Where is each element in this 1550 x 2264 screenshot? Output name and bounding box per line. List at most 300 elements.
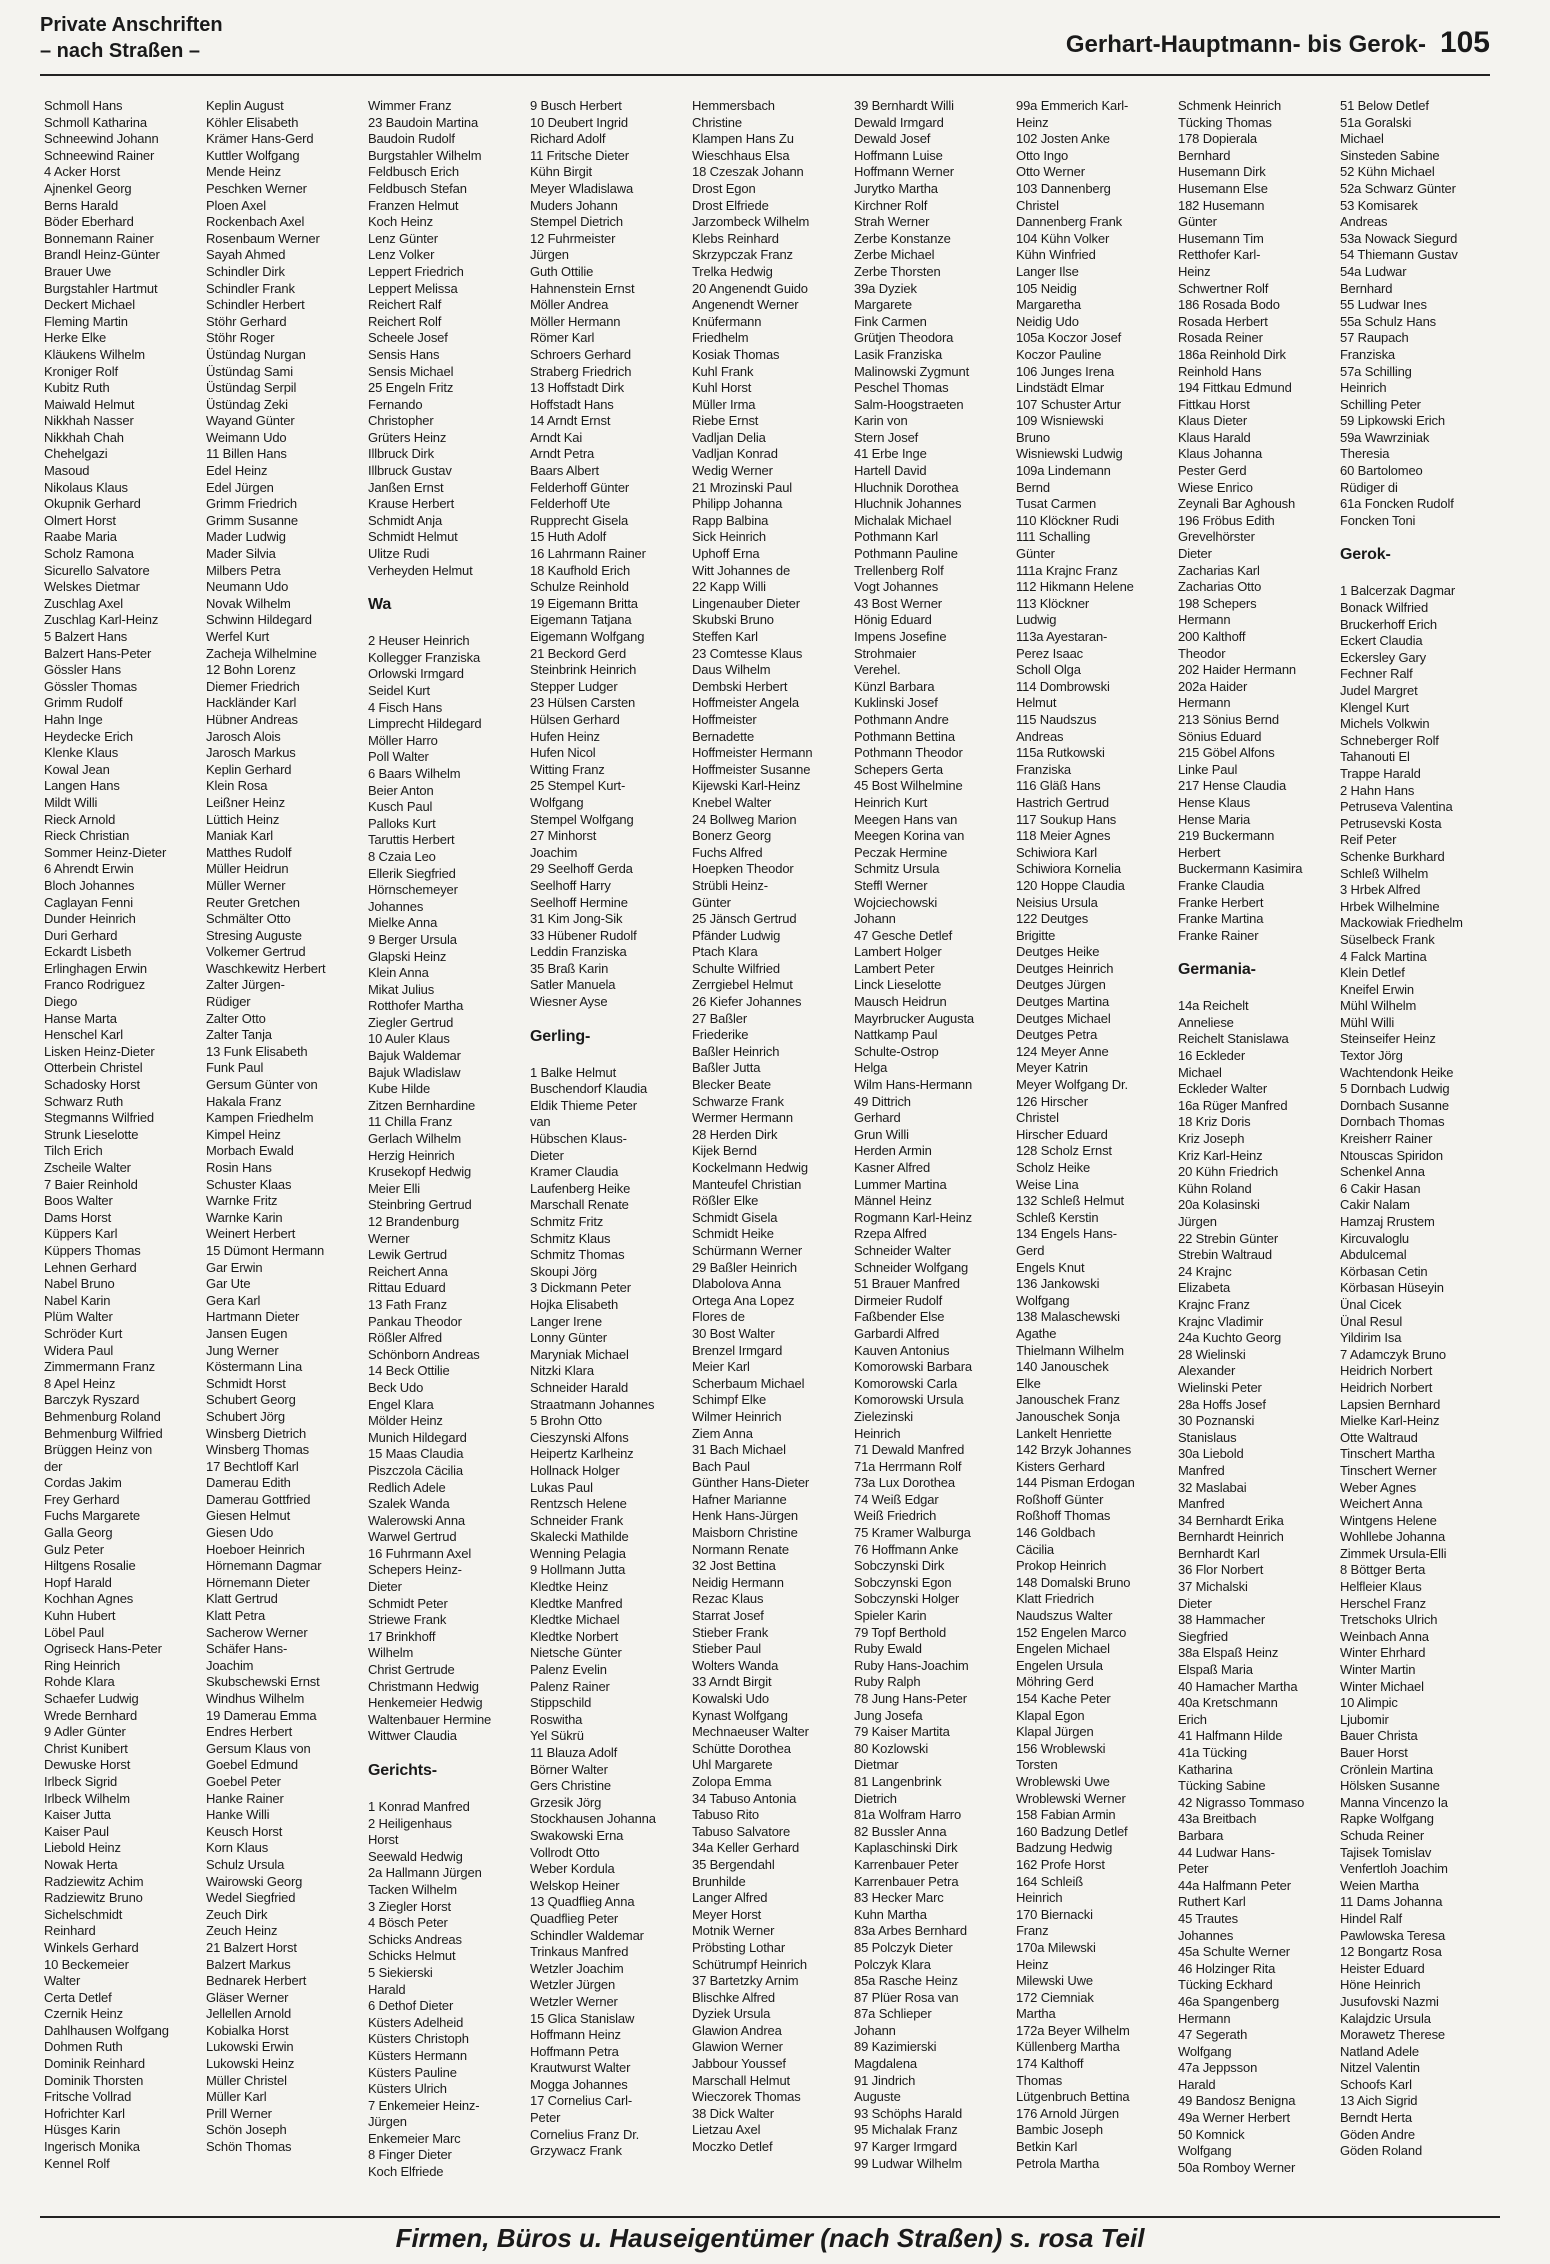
- directory-entry: Morawetz Therese: [1340, 2027, 1446, 2043]
- directory-entry: Balzert Hans-Peter: [44, 645, 152, 661]
- directory-entry: Möller Andrea: [530, 297, 609, 313]
- footer-note: Firmen, Büros u. Hauseigentümer (nach Straßen) s. rosa Teil: [40, 2216, 1500, 2258]
- directory-entry: 44 Ludwar Hans-: [1178, 1844, 1275, 1860]
- directory-entry: Tücking Sabine: [1178, 1778, 1266, 1794]
- directory-entry: 50a Romboy Werner: [1178, 2159, 1296, 2175]
- directory-entry: Bonnemann Rainer: [44, 230, 154, 246]
- directory-entry: 10 Deubert Ingrid: [530, 114, 628, 130]
- directory-entry: Warwel Gertrud: [368, 1529, 457, 1545]
- directory-entry: Rieck Arnold: [44, 811, 116, 827]
- directory-entry: 113 Klöckner: [1016, 595, 1090, 611]
- directory-entry: Günter: [1178, 214, 1217, 230]
- directory-entry: Kledtke Heinz: [530, 1579, 609, 1595]
- directory-entry: Franziska: [1340, 346, 1395, 362]
- directory-entry: 59a Wawrziniak: [1340, 429, 1430, 445]
- directory-entry: 140 Janouschek: [1016, 1359, 1109, 1375]
- directory-entry: Wermer Hermann: [692, 1110, 793, 1126]
- directory-entry: Heipertz Karlheinz: [530, 1446, 634, 1462]
- directory-entry: Günter: [1016, 546, 1055, 562]
- directory-entry: Wintgens Helene: [1340, 1512, 1437, 1528]
- directory-entry: Rupprecht Gisela: [530, 512, 629, 528]
- directory-entry: Palenz Rainer: [530, 1678, 610, 1694]
- directory-entry: Klatt Friedrich: [1016, 1591, 1094, 1607]
- directory-entry: Andreas: [1016, 728, 1064, 744]
- directory-entry: 51 Brauer Manfred: [854, 1276, 960, 1292]
- directory-entry: Meyer Horst: [692, 1906, 762, 1922]
- directory-entry: Dlabolova Anna: [692, 1276, 781, 1292]
- directory-entry: [1340, 529, 1497, 541]
- directory-entry: Neisius Ursula: [1016, 894, 1098, 910]
- directory-entry: Heinrich: [1340, 380, 1387, 396]
- directory-entry: 16 Fuhrmann Axel: [368, 1545, 472, 1561]
- directory-entry: Kriz Joseph: [1178, 1131, 1245, 1147]
- directory-entry: Tajisek Tomislav: [1340, 1844, 1432, 1860]
- directory-entry: Christ Gertrude: [368, 1662, 455, 1678]
- directory-entry: 23 Comtesse Klaus: [692, 645, 803, 661]
- directory-entry: Uphoff Erna: [692, 546, 760, 562]
- directory-entry: Gar Ute: [206, 1276, 251, 1292]
- directory-entry: Nikkhah Chah: [44, 429, 124, 445]
- directory-entry: Vadljan Delia: [692, 429, 766, 445]
- directory-entry: 60 Bartolomeo: [1340, 463, 1423, 479]
- directory-entry: 43 Bost Werner: [854, 595, 942, 611]
- directory-entry: Hopf Harald: [44, 1574, 112, 1590]
- directory-entry: Harald: [368, 1981, 406, 1997]
- directory-entry: Eigemann Tatjana: [530, 612, 632, 628]
- directory-entry: 1 Balcerzak Dagmar: [1340, 583, 1456, 599]
- directory-entry: Stieber Frank: [692, 1624, 769, 1640]
- directory-entry: Textor Jörg: [1340, 1048, 1403, 1064]
- directory-entry: 89 Kazimierski: [854, 2039, 937, 2055]
- directory-entry: Strah Werner: [854, 214, 930, 230]
- directory-entry: Buckermann Kasimira: [1178, 861, 1303, 877]
- directory-entry: Impens Josefine: [854, 629, 947, 644]
- directory-entry: Küsters Ulrich: [368, 2081, 447, 2097]
- directory-entry: 5 Dornbach Ludwig: [1340, 1081, 1450, 1097]
- directory-entry: Kasner Alfred: [854, 1160, 931, 1175]
- directory-entry: Zerbe Thorsten: [854, 263, 941, 279]
- directory-entry: Kisters Gerhard: [1016, 1458, 1105, 1474]
- directory-entry: Jarosch Markus: [206, 745, 296, 761]
- directory-entry: Künzl Barbara: [854, 678, 935, 694]
- directory-entry: Seewald Hedwig: [368, 1848, 463, 1864]
- directory-entry: Gers Christine: [530, 1778, 611, 1794]
- directory-entry: Morbach Ewald: [206, 1143, 294, 1159]
- directory-entry: Jellellen Arnold: [206, 2006, 292, 2022]
- directory-entry: Nitzki Klara: [530, 1363, 594, 1379]
- directory-entry: 8 Czaia Leo: [368, 848, 436, 864]
- directory-entry: Dominik Reinhard: [44, 2056, 145, 2072]
- directory-entry: Werfel Kurt: [206, 629, 270, 644]
- directory-entry: Lingenauber Dieter: [692, 595, 800, 611]
- directory-entry: 81a Wolfram Harro: [854, 1807, 962, 1823]
- directory-entry: Gössler Thomas: [44, 678, 138, 694]
- directory-entry: Stempel Wolfgang: [530, 811, 634, 827]
- directory-entry: Dams Horst: [44, 1209, 112, 1225]
- directory-entry: Welskop Heiner: [530, 1877, 620, 1893]
- directory-entry: 120 Hoppe Claudia: [1016, 877, 1125, 893]
- directory-entry: Dornbach Susanne: [1340, 1097, 1449, 1113]
- directory-entry: Plüm Walter: [44, 1309, 113, 1325]
- directory-entry: Schadosky Horst: [44, 1077, 141, 1093]
- directory-entry: Goebel Peter: [206, 1773, 281, 1789]
- directory-entry: Kampen Friedhelm: [206, 1110, 314, 1126]
- directory-entry: 144 Pisman Erdogan: [1016, 1475, 1135, 1491]
- directory-entry: 12 Brandenburg: [368, 1214, 460, 1229]
- directory-entry: Engelen Michael: [1016, 1641, 1110, 1657]
- directory-entry: Philipp Johanna: [692, 496, 783, 512]
- directory-entry: Schulte Wilfried: [692, 960, 780, 976]
- directory-entry: Herzig Heinrich: [368, 1147, 455, 1163]
- directory-entry: Koczor Pauline: [1016, 346, 1102, 362]
- directory-entry: Franco Rodriguez: [44, 977, 145, 993]
- directory-entry: Gera Karl: [206, 1292, 261, 1308]
- directory-entry: Kreisherr Rainer: [1340, 1131, 1433, 1147]
- directory-entry: Hoepken Theodor: [692, 861, 794, 877]
- directory-entry: Korn Klaus: [206, 1840, 269, 1856]
- directory-entry: 156 Wroblewski: [1016, 1740, 1106, 1756]
- directory-entry: Klaus Dieter: [1178, 413, 1248, 429]
- directory-entry: Strübli Heinz-: [692, 877, 768, 893]
- directory-entry: Arndt Kai: [530, 429, 583, 445]
- directory-entry: Hörnemann Dieter: [206, 1574, 310, 1590]
- directory-entry: 27 Minhorst: [530, 828, 597, 844]
- directory-entry: Zacheja Wilhelmine: [206, 645, 317, 661]
- directory-entry: Peczak Hermine: [854, 844, 948, 860]
- directory-entry: Kramer Claudia: [530, 1164, 619, 1180]
- directory-entry: 162 Profe Horst: [1016, 1856, 1105, 1872]
- directory-entry: Giesen Udo: [206, 1525, 274, 1541]
- directory-entry: Klenke Klaus: [44, 745, 119, 761]
- directory-entry: Fechner Ralf: [1340, 666, 1413, 682]
- directory-entry: 37 Michalski: [1178, 1579, 1248, 1595]
- directory-entry: Eckert Claudia: [1340, 633, 1423, 649]
- directory-entry: Knüfermann: [692, 313, 762, 329]
- directory-entry: 132 Schleß Helmut: [1016, 1193, 1125, 1209]
- directory-entry: Torsten: [1016, 1757, 1058, 1773]
- directory-entry: Brandl Heinz-Günter: [44, 247, 160, 263]
- directory-entry: Bernhardt Karl: [1178, 1545, 1260, 1561]
- directory-entry: Ljubomir: [1340, 1711, 1389, 1727]
- directory-entry: 76 Hoffmann Anke: [854, 1541, 959, 1557]
- directory-entry: [368, 579, 525, 591]
- directory-entry: Pester Gerd: [1178, 463, 1247, 479]
- directory-entry: Fittkau Horst: [1178, 396, 1250, 412]
- directory-entry: Eigemann Wolfgang: [530, 629, 645, 644]
- directory-entry: 103 Dannenberg: [1016, 180, 1111, 196]
- directory-entry: Theodor: [1178, 645, 1226, 661]
- directory-entry: Henschel Karl: [44, 1027, 123, 1043]
- directory-entry: Meegen Hans van: [854, 811, 958, 827]
- directory-entry: Ellerik Siegfried: [368, 865, 456, 881]
- directory-entry: Blecker Beate: [692, 1077, 771, 1093]
- directory-entry: 200 Kalthoff: [1178, 629, 1246, 644]
- directory-entry: Kynast Wolfgang: [692, 1707, 788, 1723]
- directory-entry: Lukas Paul: [530, 1479, 593, 1495]
- directory-entry: Weise Lina: [1016, 1176, 1079, 1192]
- directory-entry: Hüsges Karin: [44, 2122, 121, 2138]
- directory-entry: Badzung Hedwig: [1016, 1840, 1113, 1856]
- directory-entry: 41a Tücking: [1178, 1745, 1247, 1760]
- directory-entry: Schindler Waldemar: [530, 1927, 644, 1943]
- directory-entry: Stepper Ludger: [530, 678, 618, 694]
- directory-entry: 3 Hrbek Alfred: [1340, 882, 1421, 898]
- directory-entry: Körbasan Cetin: [1340, 1263, 1428, 1279]
- directory-entry: Hofrichter Karl: [44, 2105, 125, 2121]
- directory-entry: Johannes: [368, 898, 424, 914]
- directory-entry: Schroers Gerhard: [530, 346, 631, 362]
- directory-entry: 45a Schulte Werner: [1178, 1944, 1290, 1960]
- directory-entry: Schindler Frank: [206, 280, 295, 296]
- directory-entry: Foncken Toni: [1340, 512, 1416, 528]
- directory-entry: Okupnik Gerhard: [44, 496, 141, 512]
- directory-entry: Küppers Karl: [44, 1226, 118, 1242]
- directory-entry: Rogmann Karl-Heinz: [854, 1209, 972, 1225]
- directory-entry: Rzepa Alfred: [854, 1226, 927, 1242]
- directory-entry: 19 Eigemann Britta: [530, 595, 638, 611]
- directory-entry: Kircuvaloglu: [1340, 1230, 1410, 1246]
- directory-entry: Klatt Gertrud: [206, 1591, 278, 1607]
- directory-entry: Zacharias Otto: [1178, 579, 1262, 595]
- directory-entry: Göden Andre: [1340, 2126, 1415, 2142]
- directory-entry: Weimann Udo: [206, 429, 287, 445]
- directory-entry: Giesen Helmut: [206, 1508, 291, 1524]
- directory-entry: Wilhelm: [368, 1645, 414, 1661]
- directory-entry: Mölder Heinz: [368, 1413, 443, 1429]
- directory-entry: Rotthofer Martha: [368, 998, 464, 1014]
- directory-entry: Schindler Herbert: [206, 297, 305, 313]
- directory-entry: 17 Brinkhoff: [368, 1628, 436, 1644]
- directory-entry: Behmenburg Wilfried: [44, 1425, 163, 1441]
- directory-entry: 10 Beckemeier: [44, 1956, 129, 1972]
- directory-entry: 83a Arbes Bernhard: [854, 1923, 967, 1939]
- directory-entry: Dewald Josef: [854, 131, 931, 147]
- directory-entry: Christine: [692, 114, 742, 130]
- directory-entry: Kaiser Jutta: [44, 1807, 111, 1823]
- directory-entry: Heidrich Norbert: [1340, 1379, 1433, 1395]
- directory-entry: Alexander: [1178, 1363, 1236, 1379]
- directory-entry: Goebel Edmund: [206, 1757, 299, 1773]
- directory-entry: Hollnack Holger: [530, 1462, 620, 1478]
- directory-entry: Stockhausen Johanna: [530, 1811, 656, 1827]
- directory-entry: Heinz: [1016, 1956, 1049, 1972]
- directory-entry: 54 Thiemann Gustav: [1340, 247, 1458, 263]
- directory-entry: 115a Rutkowski: [1016, 745, 1105, 761]
- directory-entry: Zalter Otto: [206, 1010, 266, 1026]
- directory-entry: 11 Fritsche Dieter: [530, 147, 629, 163]
- directory-entry: Jung Werner: [206, 1342, 279, 1358]
- directory-entry: Schulte-Ostrop: [854, 1043, 939, 1059]
- directory-entry: 78 Jung Hans-Peter: [854, 1691, 967, 1706]
- directory-entry: Hülsen Gerhard: [530, 711, 620, 727]
- directory-entry: Baudoin Rudolf: [368, 131, 455, 147]
- directory-entry: Schimpf Elke: [692, 1392, 767, 1408]
- directory-entry: Zeynali Bar Aghoush: [1178, 496, 1296, 512]
- directory-entry: 5 Brohn Otto: [530, 1413, 602, 1429]
- directory-entry: Mausch Heidrun: [854, 994, 947, 1010]
- directory-entry: Wiesner Ayse: [530, 994, 608, 1010]
- directory-entry: 22 Strebin Günter: [1178, 1230, 1279, 1246]
- directory-entry: 52 Kühn Michael: [1340, 164, 1435, 180]
- directory-entry: Sicurello Salvatore: [44, 562, 150, 578]
- directory-entry: Hanke Rainer: [206, 1790, 284, 1806]
- directory-entry: Erich: [1178, 1711, 1207, 1727]
- directory-entry: Elspaß Maria: [1178, 1662, 1253, 1678]
- directory-entry: Hörnschemeyer: [368, 882, 458, 898]
- directory-entry: 28a Hoffs Josef: [1178, 1396, 1266, 1412]
- directory-entry: Mader Ludwig: [206, 529, 286, 545]
- directory-entry: Normann Renate: [692, 1541, 789, 1557]
- directory-entry: 215 Göbel Alfons: [1178, 745, 1275, 761]
- directory-entry: Irlbeck Sigrid: [44, 1773, 118, 1789]
- directory-entry: Wroblewski Werner: [1016, 1790, 1126, 1806]
- directory-entry: Schepers Gerta: [854, 761, 943, 777]
- directory-entry: Brüggen Heinz von: [44, 1442, 153, 1458]
- directory-entry: Herden Armin: [854, 1143, 932, 1159]
- directory-entry: Kneifel Erwin: [1340, 981, 1414, 997]
- directory-entry: Köstermann Lina: [206, 1359, 303, 1375]
- directory-entry: Radziewitz Achim: [44, 1873, 144, 1889]
- directory-entry: Volkemer Gertrud: [206, 944, 306, 960]
- directory-entry: Yel Sükrü: [530, 1728, 584, 1744]
- directory-entry: Meyer Katrin: [1016, 1060, 1088, 1076]
- directory-entry: Schmidt Anja: [368, 512, 443, 528]
- directory-entry: Schwinn Hildegard: [206, 612, 312, 628]
- directory-entry: 81 Langenbrink: [854, 1773, 942, 1789]
- directory-entry: Heinz: [1016, 114, 1049, 130]
- directory-entry: Hermann: [1178, 612, 1231, 628]
- directory-entry: Grevelhörster: [1178, 529, 1255, 545]
- directory-entry: Rockenbach Axel: [206, 214, 305, 230]
- directory-entry: Köhler Elisabeth: [206, 114, 299, 130]
- directory-entry: 46 Holzinger Rita: [1178, 1960, 1276, 1976]
- directory-entry: Klatt Petra: [206, 1608, 266, 1624]
- directory-entry: Janßen Ernst: [368, 479, 444, 495]
- directory-entry: Zeuch Dirk: [206, 1906, 268, 1922]
- directory-entry: Schuda Reiner: [1340, 1827, 1425, 1843]
- directory-entry: Seidel Kurt: [368, 683, 430, 698]
- directory-entry: Walerowski Anna: [368, 1512, 465, 1528]
- directory-entry: 6 Cakir Hasan: [1340, 1180, 1421, 1196]
- street-heading: Gerichts-: [368, 1762, 437, 1779]
- directory-entry: Üstündag Zeki: [206, 396, 288, 412]
- directory-entry: Müller Christel: [206, 2072, 287, 2088]
- directory-entry: Angenendt Werner: [692, 297, 799, 313]
- directory-entry: Wroblewski Uwe: [1016, 1773, 1110, 1789]
- directory-entry: Hakala Franz: [206, 1093, 282, 1109]
- directory-entry: Gersum Günter von: [206, 1077, 318, 1093]
- directory-entry: 110 Klöckner Rudi: [1016, 512, 1119, 528]
- directory-entry: Fritsche Vollrad: [44, 2089, 132, 2105]
- directory-entry: Ring Heinrich: [44, 1657, 121, 1673]
- directory-entry: 34a Keller Gerhard: [692, 1840, 800, 1856]
- directory-entry: Marschall Helmut: [692, 2072, 791, 2088]
- directory-entry: 40 Hamacher Martha: [1178, 1678, 1298, 1694]
- directory-entry: 14a Reichelt: [1178, 998, 1249, 1014]
- directory-entry: 7 Adamczyk Bruno: [1340, 1346, 1446, 1362]
- directory-entry: Karrenbauer Petra: [854, 1873, 959, 1889]
- directory-entry: Schmälter Otto: [206, 911, 291, 927]
- directory-entry: Mielke Karl-Heinz: [1340, 1413, 1440, 1429]
- directory-column: [1340, 98, 1497, 2204]
- directory-entry: Joachim: [206, 1657, 254, 1673]
- directory-entry: Burgstahler Wilhelm: [368, 147, 482, 163]
- directory-entry: Moczko Detlef: [692, 2139, 773, 2155]
- directory-entry: Berndt Herta: [1340, 2110, 1412, 2126]
- directory-entry: Fuchs Margarete: [44, 1508, 141, 1524]
- directory-entry: Schmidt Gisela: [692, 1209, 778, 1225]
- directory-entry: Kockelmann Hedwig: [692, 1160, 808, 1175]
- directory-entry: Vollrodt Otto: [530, 1844, 600, 1860]
- directory-entry: Muders Johann: [530, 197, 618, 213]
- directory-entry: Wojciechowski: [854, 894, 938, 910]
- directory-entry: 9 Adler Günter: [44, 1724, 126, 1740]
- directory-entry: Berns Harald: [44, 197, 119, 213]
- directory-entry: Schütte Dorothea: [692, 1740, 791, 1756]
- directory-entry: Caglayan Fenni: [44, 894, 133, 910]
- directory-entry: 160 Badzung Detlef: [1016, 1823, 1128, 1839]
- directory-entry: Grimm Susanne: [206, 512, 298, 528]
- directory-entry: Radziewitz Bruno: [44, 1890, 143, 1906]
- directory-entry: Rößler Elke: [692, 1193, 759, 1209]
- directory-entry: Faßbender Else: [854, 1309, 945, 1325]
- directory-entry: Kochhan Agnes: [44, 1591, 134, 1607]
- directory-entry: Grütjen Theodora: [854, 330, 954, 346]
- directory-entry: 182 Husemann: [1178, 197, 1265, 213]
- directory-entry: Wolfgang: [1178, 2043, 1232, 2059]
- directory-entry: Deutges Michael: [1016, 1010, 1111, 1026]
- directory-entry: Striewe Frank: [368, 1612, 447, 1628]
- directory-entry: 50 Komnick: [1178, 2126, 1245, 2142]
- directory-entry: Körbasan Hüseyin: [1340, 1280, 1444, 1296]
- directory-entry: Kollegger Franziska: [368, 649, 481, 665]
- directory-entry: Otto Werner: [1016, 164, 1085, 180]
- directory-entry: Ptach Klara: [692, 944, 758, 960]
- directory-entry: Böder Eberhard: [44, 214, 134, 230]
- directory-entry: Süselbeck Frank: [1340, 931, 1435, 947]
- directory-entry: Langer Alfred: [692, 1890, 768, 1906]
- directory-entry: Rittau Eduard: [368, 1280, 446, 1296]
- directory-entry: 35 Braß Karin: [530, 960, 609, 976]
- directory-entry: 24a Kuchto Georg: [1178, 1330, 1282, 1346]
- directory-entry: Stresing Auguste: [206, 927, 302, 943]
- directory-entry: Hluchnik Johannes: [854, 496, 962, 512]
- directory-entry: Widera Paul: [44, 1342, 114, 1358]
- directory-entry: Küsters Hermann: [368, 2047, 467, 2063]
- directory-entry: 45 Bost Wilhelmine: [854, 778, 963, 794]
- directory-entry: Reinhard: [44, 1923, 96, 1939]
- directory-entry: Hoeboer Heinrich: [206, 1541, 305, 1557]
- directory-entry: Hartmann Dieter: [206, 1309, 300, 1325]
- directory-entry: 9 Berger Ursula: [368, 931, 457, 947]
- directory-entry: Christmann Hedwig: [368, 1678, 479, 1694]
- directory-entry: Hamzaj Rrustem: [1340, 1214, 1435, 1229]
- directory-entry: Krajnc Franz: [1178, 1296, 1250, 1312]
- directory-entry: Günter: [692, 894, 731, 910]
- directory-entry: 37 Bartetzky Arnim: [692, 1973, 799, 1989]
- street-heading: Gerok-: [1340, 546, 1391, 564]
- directory-entry: Starrat Josef: [692, 1608, 764, 1624]
- directory-entry: 49a Werner Herbert: [1178, 2110, 1290, 2126]
- directory-entry: Kalajdzic Ursula: [1340, 2010, 1431, 2026]
- directory-entry: Dieter: [368, 1579, 402, 1595]
- directory-entry: Dembski Herbert: [692, 678, 788, 694]
- directory-entry: Kusch Paul: [368, 799, 433, 815]
- directory-entry: Zerbe Michael: [854, 247, 935, 263]
- directory-entry: Leppert Melissa: [368, 280, 458, 296]
- directory-entry: Bernhard: [1178, 147, 1231, 163]
- directory-entry: 164 Schleiß: [1016, 1873, 1083, 1889]
